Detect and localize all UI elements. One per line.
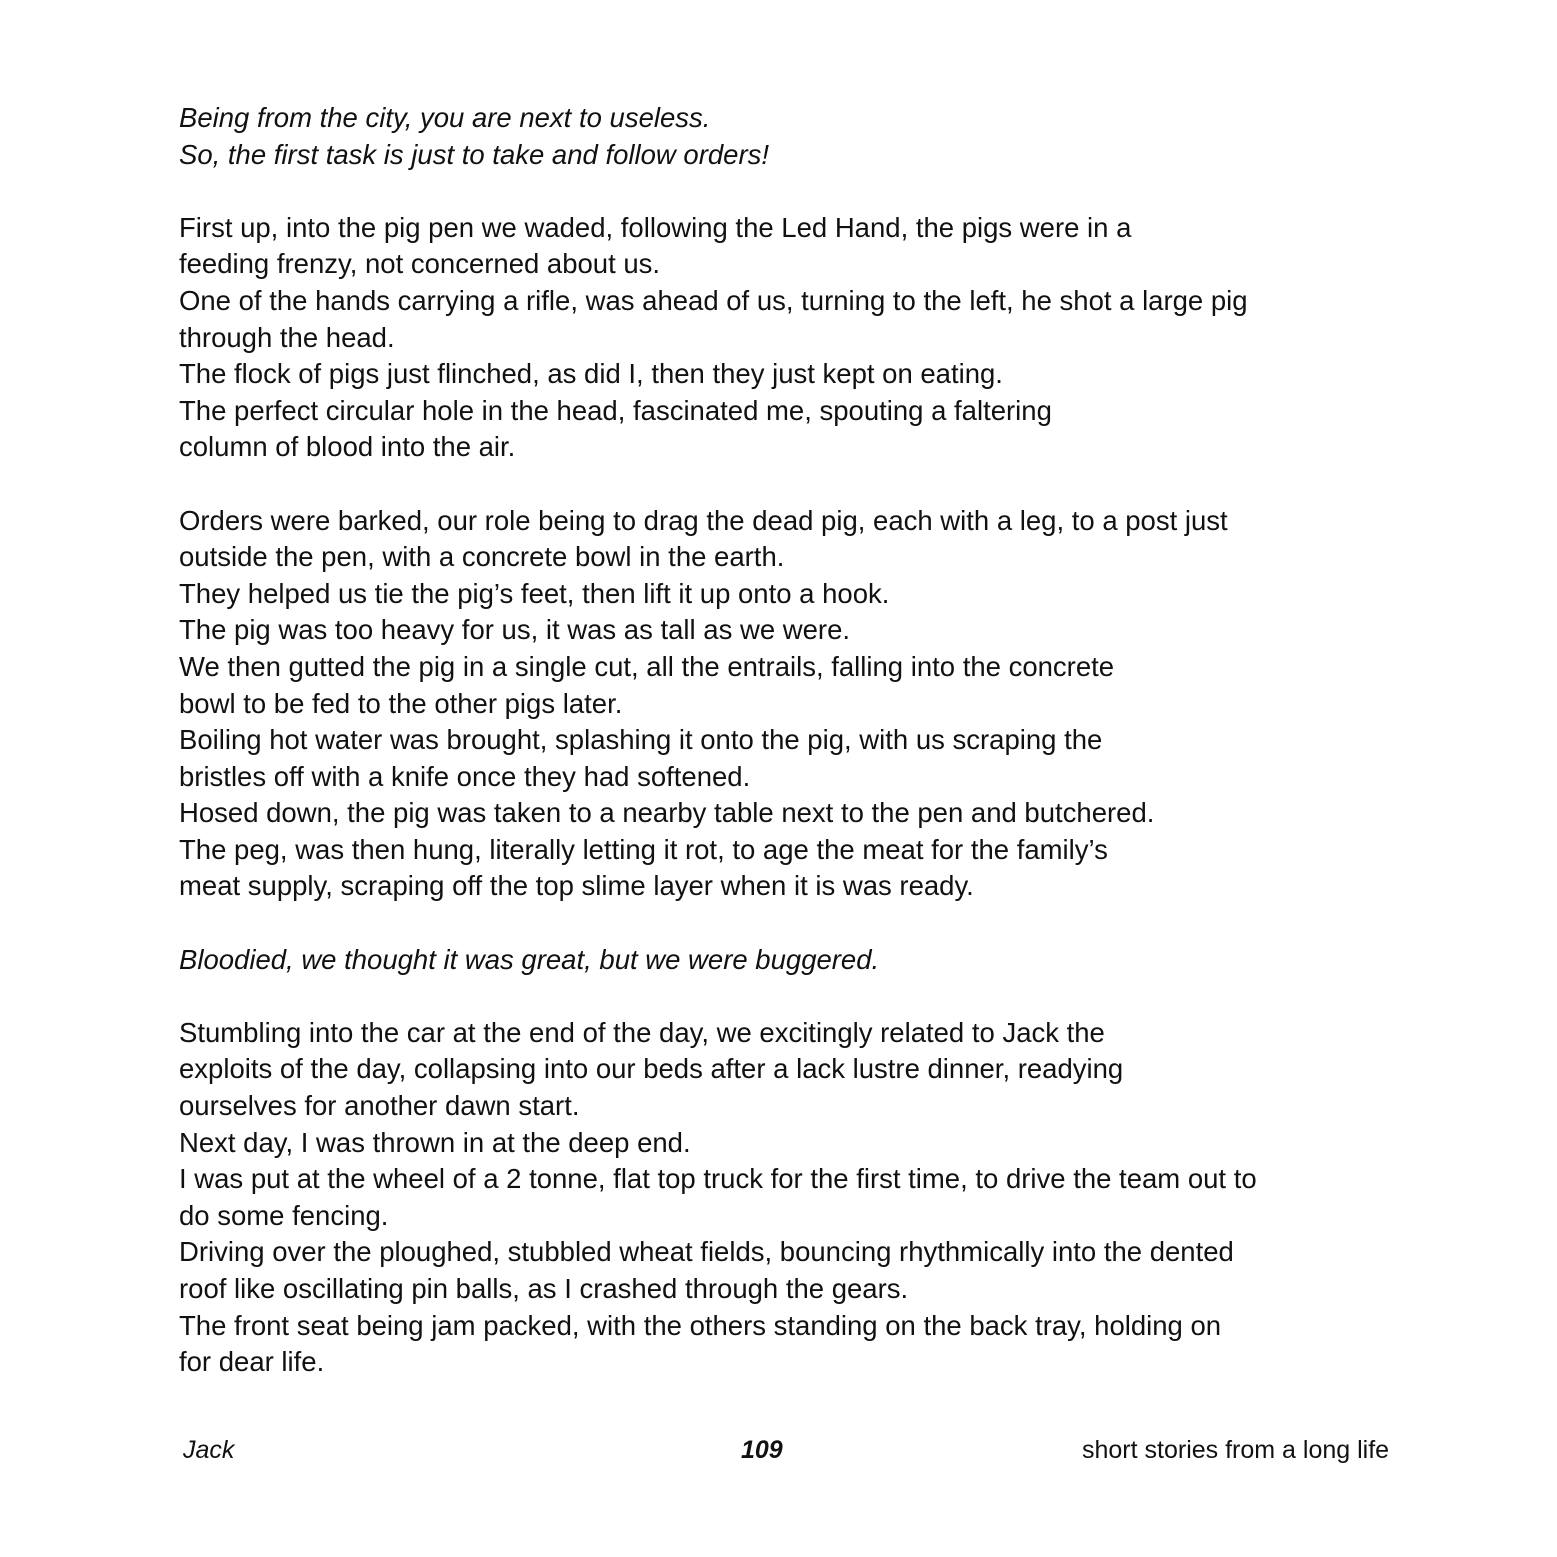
text-line: through the head. [179,321,395,353]
text-line: bowl to be fed to the other pigs later. [179,687,623,719]
text-line: Driving over the ploughed, stubbled wheat fields, bouncing rhythmically into the dented [179,1236,1234,1268]
text-line: The flock of pigs just flinched, as did I, then they just kept on eating. [179,358,1003,390]
text-line: So, the first task is just to take and follow orders! [179,138,769,170]
footer-series-title: short stories from a long life [1082,1436,1390,1464]
text-line: roof like oscillating pin balls, as I crashed through the gears. [179,1273,909,1304]
text-line: Next day, I was thrown in at the deep end. [179,1126,691,1158]
story-text [179,100,1399,1381]
text-line: The pig was too heavy for us, it was as tall as we were. [179,614,850,646]
text-line: They helped us tie the pig’s feet, then lift it up onto a hook. [179,577,890,609]
text-line: Boiling hot water was brought, splashing it onto the pig, with us scraping the [179,724,1103,756]
next-day-paragraph [179,1015,1399,1381]
text-line: ourselves for another dawn start. [179,1090,580,1122]
orders-paragraph [179,503,1399,906]
text-line: feeding frenzy, not concerned about us. [179,248,661,280]
paragraph-gap [179,173,1399,210]
intro-paragraph [179,100,1399,173]
text-line: Orders were barked, our role being to drag the dead pig, each with a leg, to a post just [179,504,1228,536]
text-line: One of the hands carrying a rifle, was ahead of us, turning to the left, he shot a large pig [179,284,1248,316]
text-line: First up, into the pig pen we waded, following the Led Hand, the pigs were in a [179,211,1132,243]
pig-pen-paragraph [179,210,1399,466]
text-line: meat supply, scraping off the top slime layer when it is was ready. [179,870,974,902]
text-line: Stumbling into the car at the end of the day, we excitingly related to Jack the [179,1016,1105,1048]
text-line: Being from the city, you are next to useless. [179,102,711,133]
paragraph-gap [179,466,1399,503]
text-line: We then gutted the pig in a single cut, all the entrails, falling into the concrete [179,650,1115,682]
text-line: The perfect circular hole in the head, fascinated me, spouting a faltering [179,394,1052,426]
text-line: column of blood into the air. [179,431,516,463]
footer-book-title: Jack [183,1436,235,1464]
text-line: Hosed down, the pig was taken to a nearby table next to the pen and butchered. [179,797,1155,829]
text-line: for dear life. [179,1346,325,1378]
text-line: exploits of the day, collapsing into our beds after a lack lustre dinner, readying [179,1053,1124,1085]
page-number: 109 [741,1436,783,1464]
paragraph-gap [179,978,1399,1015]
text-line: The peg, was then hung, literally letting it rot, to age the meat for the family’s [179,833,1108,865]
paragraph-gap [179,905,1399,942]
text-line: The front seat being jam packed, with the others standing on the back tray, holding on [179,1309,1222,1341]
text-line: I was put at the wheel of a 2 tonne, flat top truck for the first time, to drive the team out to [179,1163,1257,1195]
text-line: do some fencing. [179,1199,389,1231]
text-line: bristles off with a knife once they had softened. [179,760,751,792]
text-line: outside the pen, with a concrete bowl in the earth. [179,541,785,573]
bloodied-line: Bloodied, we thought it was great, but we were buggered. [179,943,880,975]
